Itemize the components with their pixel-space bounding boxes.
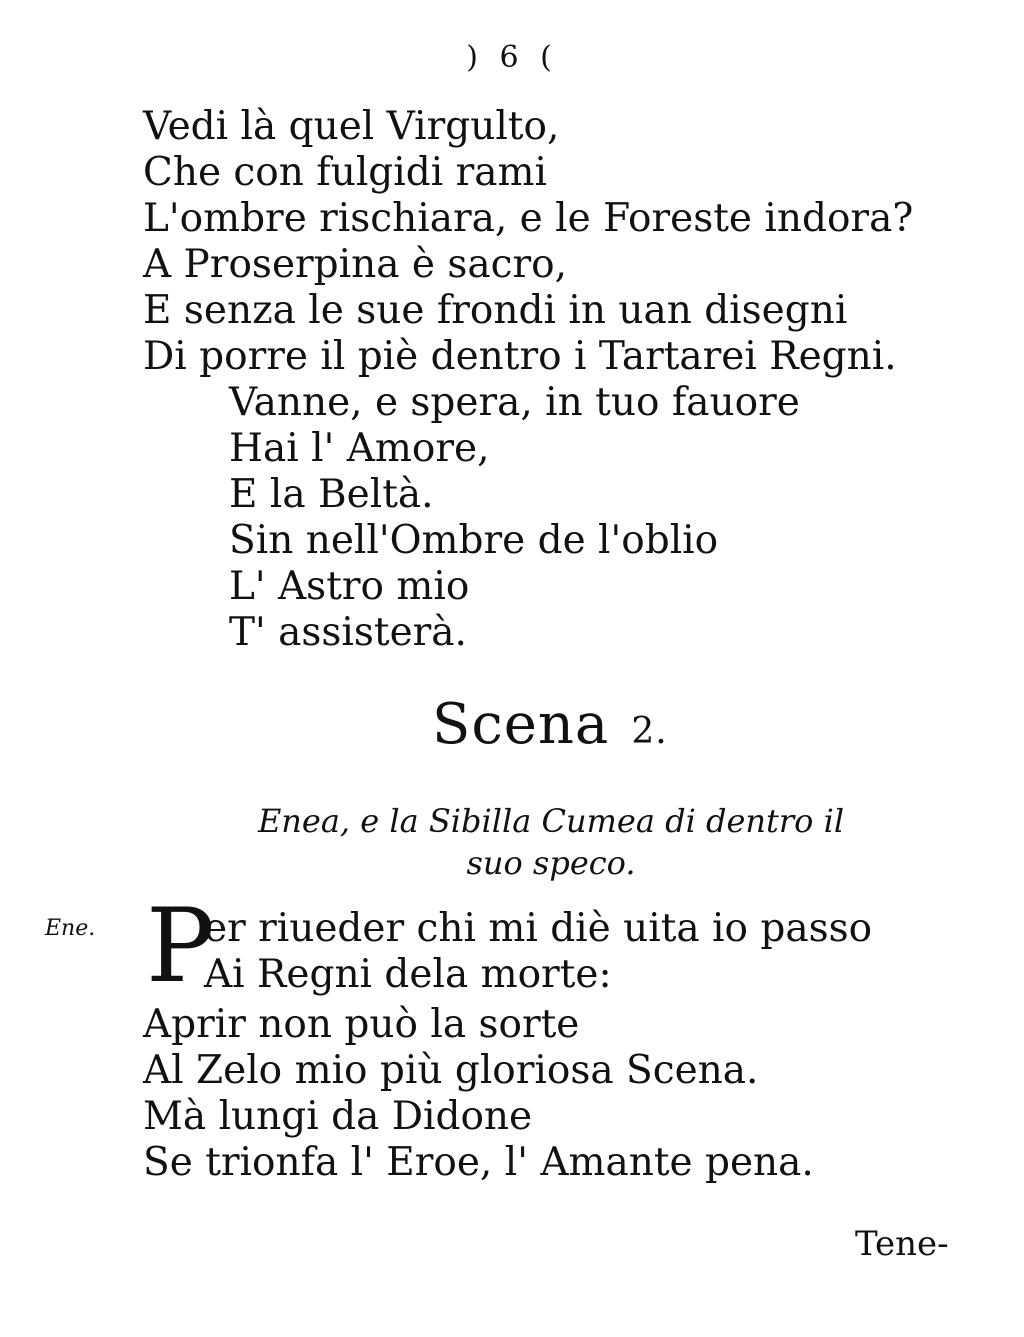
speaker-label: Ene. <box>45 916 96 941</box>
page-number: ) 6 ( <box>466 40 558 75</box>
scene-number: 2. <box>631 711 668 752</box>
stage-direction-line: suo speco. <box>466 844 636 882</box>
verse-line: Di porre il piè dentro i Tartarei Regni. <box>143 334 897 379</box>
aria-line: L' Astro mio <box>229 564 470 609</box>
scene-title: Scena <box>432 692 610 757</box>
drop-cap: P <box>146 887 215 1006</box>
verse-line: A Proserpina è sacro, <box>143 242 567 287</box>
aria-block <box>229 380 800 656</box>
speech-line: Aprir non può la sorte <box>143 1002 580 1047</box>
aria-line: Sin nell'Ombre de l'oblio <box>229 518 719 563</box>
speech-line: Mà lungi da Didone <box>143 1094 533 1139</box>
aria-line: E la Beltà. <box>229 472 434 517</box>
verse-line: Che con fulgidi rami <box>143 150 547 195</box>
speech-line: er riueder chi mi diè uita io passo <box>204 906 873 951</box>
speech-line: Al Zelo mio più gloriosa Scena. <box>143 1048 759 1093</box>
stage-direction <box>231 800 871 884</box>
verse-line: E senza le sue frondi in uan disegni <box>143 288 848 333</box>
aria-line: Hai l' Amore, <box>229 426 490 471</box>
aria-line: Vanne, e spera, in tuo fauore <box>229 380 800 425</box>
verse-line: Vedi là quel Virgulto, <box>143 104 560 149</box>
stage-direction-line: Enea, e la Sibilla Cumea di dentro il <box>257 802 845 840</box>
aria-line: T' assisterà. <box>229 610 467 655</box>
catchword: Tene- <box>855 1224 949 1264</box>
scene-heading <box>432 692 668 757</box>
verse-line: L'ombre rischiara, e le Foreste indora? <box>143 196 914 241</box>
speech-line: Se trionfa l' Eroe, l' Amante pena. <box>143 1140 814 1185</box>
speech-line: Ai Regni dela morte: <box>204 952 612 997</box>
speech-opening <box>204 906 872 998</box>
verse-block-1 <box>143 104 913 380</box>
speech-body <box>143 1002 814 1186</box>
